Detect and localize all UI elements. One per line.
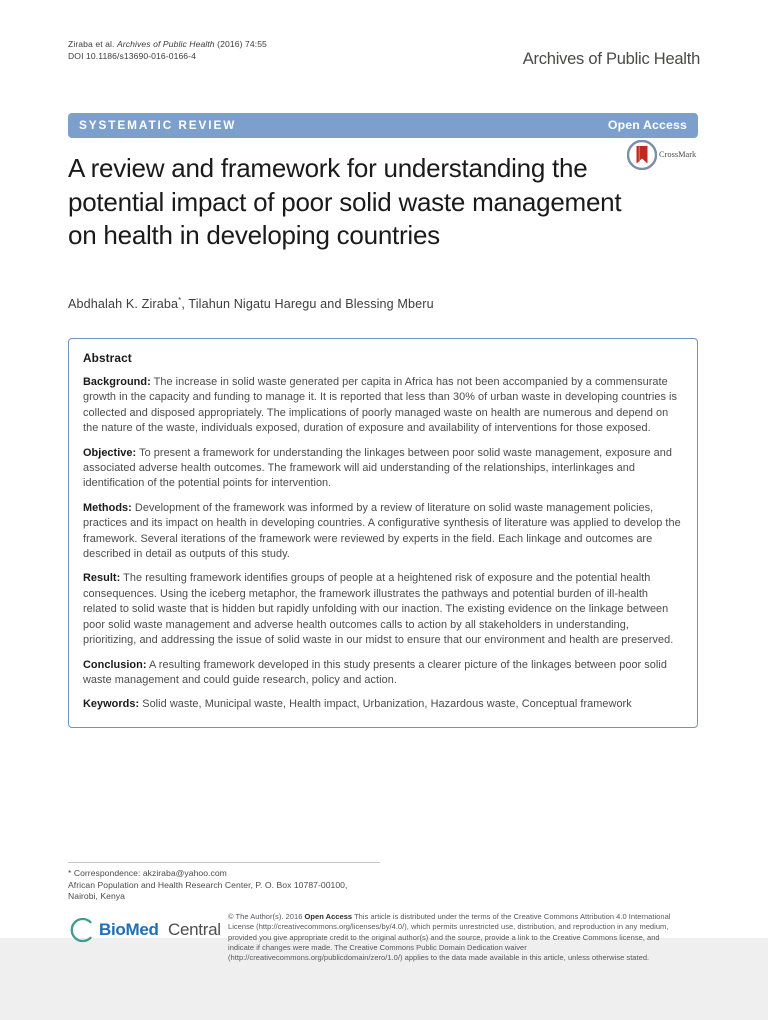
copyright-body: This article is distributed under the terms of the Creative Commons Attribution 4.0 International License (http://creativecommons.org/licenses/by/4.0/), which permits unrestricted use, distribution, and reproduction in any medium, provided you give appropriate credit to the original author(s) and the source, provide a link to the Creative Commons license, and indicate if changes were made. The Creative Commons Public Domain Dedication waiver (http://creativecommons.org/publicdomain/zero/1.0/) applies to the data made available in this article, unless otherwise stated.: [228, 912, 671, 963]
abstract-text-result: The resulting framework identifies groups of people at a heightened risk of exposure and the potential health consequences. Using the iceberg metaphor, the framework illustrates the pathways and potential burden of ill-health related to solid waste that is hidden but rapidly unfolding with our inaction. The existing evidence on the linkage between poor solid waste management and adverse health outcomes calls to action by all stakeholders in understanding, prioritizing, and addressing the issue of solid waste in our midst to ensure that our environment and health are preserved.: [83, 572, 674, 647]
author-others: , Tilahun Nigatu Haregu and Blessing Mberu: [181, 297, 434, 311]
citation-journal: Archives of Public Health: [116, 39, 215, 49]
abstract-label-result: Result:: [83, 572, 121, 585]
abstract-text-methods: Development of the framework was informed by a review of literature on solid waste management policies, practices and its impact on health in developing countries. A configurative synthesis of literature was applied to develop the framework. Several iterations of the framework were reviewed by experts in the field. Each linkage and outcomes are described in detail as outputs of this study.: [83, 501, 681, 561]
correspondence-affiliation-line2: Nairobi, Kenya: [68, 891, 125, 902]
open-access-badge: Open Access: [607, 118, 687, 132]
article-type-banner: [68, 113, 698, 138]
author-primary: Abdhalah K. Ziraba: [68, 297, 179, 311]
central-wordmark: Central: [168, 920, 221, 939]
abstract-text-keywords: Solid waste, Municipal waste, Health impact, Urbanization, Hazardous waste, Conceptual framework: [139, 698, 632, 711]
page-title: A review and framework for understanding the potential impact of poor solid waste management on health in developing countries: [68, 153, 622, 250]
footnote-divider: [68, 862, 380, 863]
biomed-ring-icon: [68, 917, 94, 943]
doi-line: DOI 10.1186/s13690-016-0166-4: [68, 51, 196, 62]
abstract-section-objective: [83, 446, 683, 492]
biomed-wordmark: BioMed: [99, 920, 159, 939]
citation-author: Ziraba et al.: [68, 39, 115, 49]
citation-year-volume: (2016) 74:55: [217, 39, 267, 49]
abstract-section-methods: [83, 501, 683, 563]
copyright-notice: [228, 912, 680, 963]
crossmark-icon: [627, 140, 657, 170]
abstract-label-objective: Objective:: [83, 446, 137, 459]
abstract-label-methods: Methods:: [83, 501, 132, 514]
correspondence-block: [68, 868, 347, 903]
abstract-text-background: The increase in solid waste generated per capita in Africa has not been accompanied by a commensurate growth in the capacity and funding to manage it. It is reported that less than 30% of urban waste in developing countries is collected and disposed appropriately. The implications of poorly managed waste on health are numerous and depend on the nature of the waste, individuals exposed, duration of exposure and availability of interventions for those exposed.: [83, 376, 677, 435]
corresponding-marker: *: [178, 295, 182, 305]
biomed-central-logo[interactable]: [68, 916, 220, 944]
crossmark-label: CrossMark: [659, 150, 697, 159]
abstract-section-result: [83, 571, 683, 648]
abstract-heading: Abstract: [83, 351, 132, 365]
abstract-label-keywords: Keywords:: [83, 698, 140, 711]
citation-block: [68, 38, 267, 62]
correspondence-email-line[interactable]: * Correspondence: akziraba@yahoo.com: [68, 868, 227, 878]
abstract-text-objective: To present a framework for understanding the linkages between poor solid waste management, exposure and associated adverse health outcomes. The framework will aid understanding of the relationships, interlinkages and identification of the potential points for intervention.: [83, 446, 672, 490]
citation-line: [68, 38, 267, 50]
abstract-text-conclusion: A resulting framework developed in this study presents a clearer picture of the linkages between poor solid waste management and could guide research, policy and action.: [83, 658, 667, 686]
abstract-section-keywords: [83, 697, 683, 712]
abstract-panel: [68, 338, 698, 728]
copyright-open-access: Open Access: [304, 912, 353, 921]
abstract-section-background: [83, 375, 683, 437]
crossmark-logo[interactable]: [627, 140, 699, 172]
journal-title: Archives of Public Health: [522, 50, 700, 68]
article-type-label: SYSTEMATIC REVIEW: [79, 118, 237, 132]
author-list: [68, 297, 434, 311]
abstract-section-conclusion: [83, 658, 683, 689]
abstract-label-conclusion: Conclusion:: [83, 658, 147, 671]
abstract-label-background: Background:: [83, 376, 151, 388]
copyright-prefix: © The Author(s). 2016: [228, 912, 305, 921]
correspondence-affiliation-line1: African Population and Health Research Center, P. O. Box 10787-00100,: [68, 879, 348, 890]
running-head: [68, 38, 700, 78]
